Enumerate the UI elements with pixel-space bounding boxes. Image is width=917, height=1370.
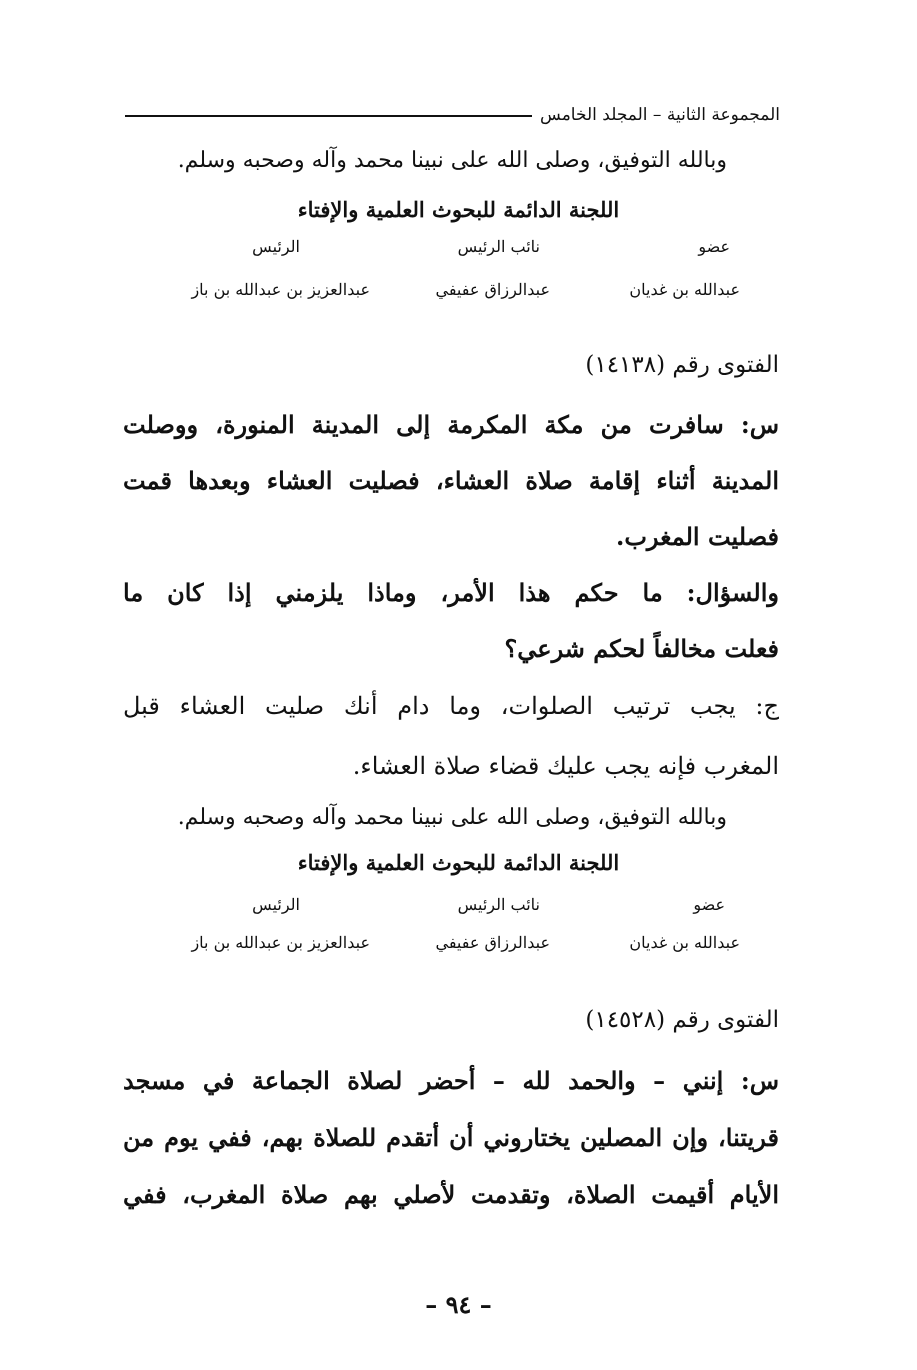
closing-formula-2: وبالله التوفيق، وصلى الله على نبينا محمد وآله وصحبه وسلم. xyxy=(177,805,727,830)
signature-roles-2 xyxy=(150,895,770,921)
name-member: عبدالله بن غديان xyxy=(629,280,740,299)
question-line-3: فصليت المغرب. xyxy=(615,522,779,551)
name-vice: عبدالرزاق عفيفي xyxy=(435,280,550,299)
role-member: عضو xyxy=(698,237,730,256)
signature-roles-1 xyxy=(150,237,770,263)
role-chair: الرئيس xyxy=(252,237,300,256)
signature-names-1 xyxy=(150,280,770,306)
question-line-1: س: إنني – والحمد لله – أحضر لصلاة الجماعة في مسجد xyxy=(123,1066,779,1095)
role-member: عضو xyxy=(693,895,725,914)
signature-names-2 xyxy=(150,933,770,959)
closing-formula-1: وبالله التوفيق، وصلى الله على نبينا محمد وآله وصحبه وسلم. xyxy=(177,148,727,173)
question-line-3: الأيام أقيمت الصلاة، وتقدمت لأصلي بهم صلاة المغرب، ففي xyxy=(123,1180,779,1209)
name-chair: عبدالعزيز بن عبدالله بن باز xyxy=(191,280,370,299)
fatwa-title-1: الفتوى رقم (١٤١٣٨) xyxy=(585,352,779,378)
committee-name-1: اللجنة الدائمة للبحوث العلمية والإفتاء xyxy=(297,197,620,222)
role-chair: الرئيس xyxy=(252,895,300,914)
running-title: المجموعة الثانية – المجلد الخامس xyxy=(540,105,780,125)
question-line-2: المدينة أثناء إقامة صلاة العشاء، فصليت العشاء وبعدها قمت xyxy=(123,466,779,495)
name-chair: عبدالعزيز بن عبدالله بن باز xyxy=(191,933,370,952)
name-vice: عبدالرزاق عفيفي xyxy=(435,933,550,952)
role-vice: نائب الرئيس xyxy=(457,895,540,914)
question2-line-2: فعلت مخالفاً لحكم شرعي؟ xyxy=(504,634,779,663)
header-rule xyxy=(125,115,532,117)
answer-line-2: المغرب فإنه يجب عليك قضاء صلاة العشاء. xyxy=(352,752,779,780)
page-number: – ٩٤ – xyxy=(425,1290,492,1319)
running-header xyxy=(125,100,780,130)
fatwa-title-2: الفتوى رقم (١٤٥٢٨) xyxy=(585,1007,779,1033)
question-line-2: قريتنا، وإن المصلين يختاروني أن أتقدم للصلاة بهم، ففي يوم من xyxy=(123,1123,779,1152)
question2-line-1: والسؤال: ما حكم هذا الأمر، وماذا يلزمني إذا كان ما xyxy=(123,578,779,607)
question-line-1: س: سافرت من مكة المكرمة إلى المدينة المنورة، ووصلت xyxy=(123,410,779,439)
answer-line-1: ج: يجب ترتيب الصلوات، وما دام أنك صليت العشاء قبل xyxy=(123,692,779,720)
role-vice: نائب الرئيس xyxy=(457,237,540,256)
committee-name-2: اللجنة الدائمة للبحوث العلمية والإفتاء xyxy=(297,850,620,875)
name-member: عبدالله بن غديان xyxy=(629,933,740,952)
